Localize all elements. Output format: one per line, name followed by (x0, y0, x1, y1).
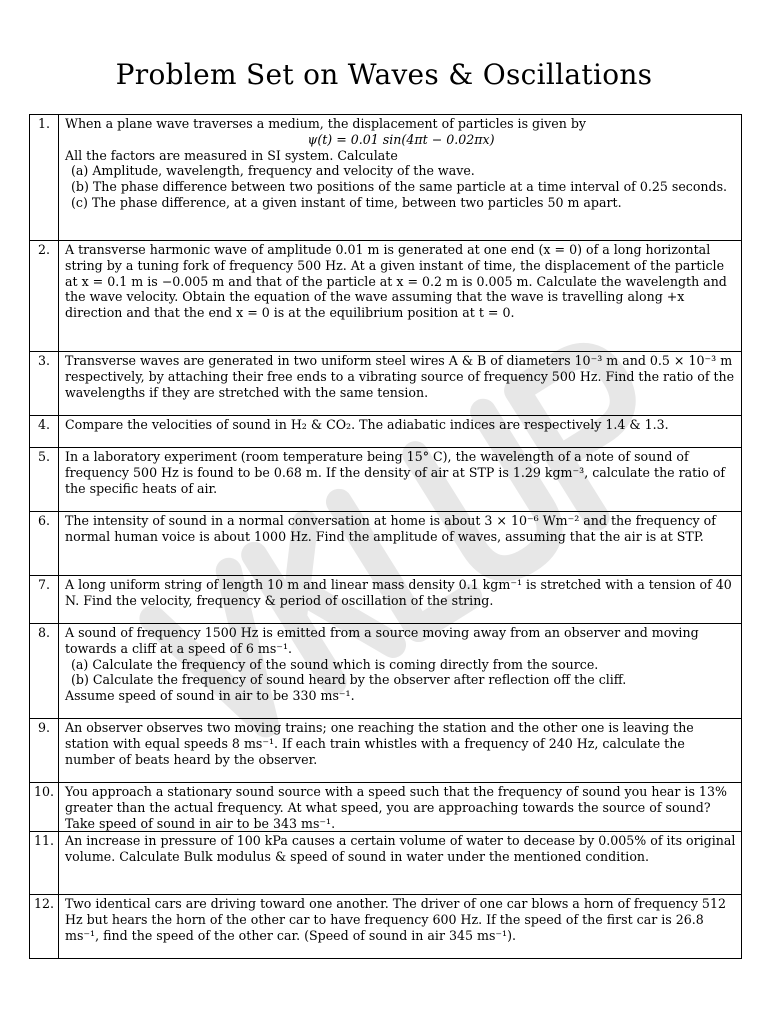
page-title: Problem Set on Waves & Oscillations (115, 58, 653, 91)
problem-row (30, 448, 742, 512)
problem-number: 12. (30, 895, 59, 959)
problem-number: 3. (30, 352, 59, 416)
problem-part: (c) The phase difference, at a given instant of time, between two particles 50 m apart. (71, 194, 622, 210)
problem-text: Compare the velocities of sound in H₂ & CO₂. The adiabatic indices are respectively 1.4 & 1.3. (59, 416, 742, 448)
problem-text (59, 115, 742, 241)
problem-number: 7. (30, 576, 59, 624)
problem-text: A transverse harmonic wave of amplitude 0.01 m is generated at one end (x = 0) of a long horizontal string by a tuning fork of frequency 500 Hz. At a given instant of time, the displacement of the particle at x = 0.1 m is −0.005 m and that of the particle at x = 0.2 m is 0.005 m. Calculate the wavelength and the wave velocity. Obtain the equation of the wave assuming that the wave is travelling along +x direction and that the end x = 0 is at the equilibrium position at t = 0. (59, 241, 742, 352)
problem-row (30, 352, 742, 416)
problem-row (30, 832, 742, 895)
problem-row (30, 115, 742, 241)
problem-part: (a) Calculate the frequency of the sound which is coming directly from the source. (71, 656, 599, 672)
problem-row (30, 241, 742, 352)
problem-number: 1. (30, 115, 59, 241)
problem-intro: When a plane wave traverses a medium, the displacement of particles is given by (65, 116, 586, 131)
problem-number: 6. (30, 512, 59, 576)
problem-text: An increase in pressure of 100 kPa causes a certain volume of water to decease by 0.005% of its original volume. Calculate Bulk modulus & speed of sound in water under the mentioned condition. (59, 832, 742, 895)
problem-number: 5. (30, 448, 59, 512)
problem-text: In a laboratory experiment (room temperature being 15° C), the wavelength of a note of sound of frequency 500 Hz is found to be 0.68 m. If the density of air at STP is 1.29 kgm⁻³, calculate the ratio of the specific heats of air. (59, 448, 742, 512)
problem-part: (a) Amplitude, wavelength, frequency and velocity of the wave. (71, 163, 475, 179)
problem-number: 8. (30, 624, 59, 719)
problem-text: A long uniform string of length 10 m and linear mass density 0.1 kgm⁻¹ is stretched with a tension of 40 N. Find the velocity, frequency & period of oscillation of the string. (59, 576, 742, 624)
problem-row (30, 512, 742, 576)
problem-row (30, 783, 742, 832)
problem-table (29, 114, 742, 959)
problem-number: 11. (30, 832, 59, 895)
problem-statement: A sound of frequency 1500 Hz is emitted from a source moving away from an observer and moving towards a cliff at a speed of 6 ms⁻¹. (65, 625, 699, 656)
problem-text: An observer observes two moving trains; one reaching the station and the other one is leaving the station with equal speeds 8 ms⁻¹. If each train whistles with a frequency of 240 Hz, calculate the number of beats heard by the observer. (59, 719, 742, 783)
problem-text (59, 624, 742, 719)
problem-note: Assume speed of sound in air to be 330 ms⁻¹. (65, 688, 355, 704)
problem-number: 10. (30, 783, 59, 832)
problem-row (30, 895, 742, 959)
problem-text: You approach a stationary sound source with a speed such that the frequency of sound you hear is 13% greater than the actual frequency. At what speed, you are approaching towards the source of sound? Take speed of sound in air to be 343 ms⁻¹. (59, 783, 742, 832)
problem-number: 9. (30, 719, 59, 783)
wave-equation: ψ(t) = 0.01 sin(4πt − 0.02πx) (307, 131, 495, 147)
problem-part: (b) Calculate the frequency of sound heard by the observer after reflection off the cliff. (71, 672, 627, 688)
problem-row (30, 719, 742, 783)
problem-row (30, 576, 742, 624)
problem-text: The intensity of sound in a normal conversation at home is about 3 × 10⁻⁶ Wm⁻² and the frequency of normal human voice is about 1000 Hz. Find the amplitude of waves, assuming that the air is at STP. (59, 512, 742, 576)
problem-row (30, 416, 742, 448)
problem-number: 4. (30, 416, 59, 448)
problem-text: Two identical cars are driving toward one another. The driver of one car blows a horn of frequency 512 Hz but hears the horn of the other car to have frequency 600 Hz. If the speed of the first car is 26.8 ms⁻¹, find the speed of the other car. (Speed of sound in air 345 ms⁻¹). (59, 895, 742, 959)
problem-number: 2. (30, 241, 59, 352)
problem-text: Transverse waves are generated in two uniform steel wires A & B of diameters 10⁻³ m and 0.5 × 10⁻³ m respectively, by attaching their free ends to a vibrating source of frequency 500 Hz. Find the ratio of the wavelengths if they are stretched with the same tension. (59, 352, 742, 416)
problem-row (30, 624, 742, 719)
problem-statement: All the factors are measured in SI system. Calculate (65, 147, 398, 163)
problem-part: (b) The phase difference between two positions of the same particle at a time interval of 0.25 seconds. (71, 179, 728, 195)
